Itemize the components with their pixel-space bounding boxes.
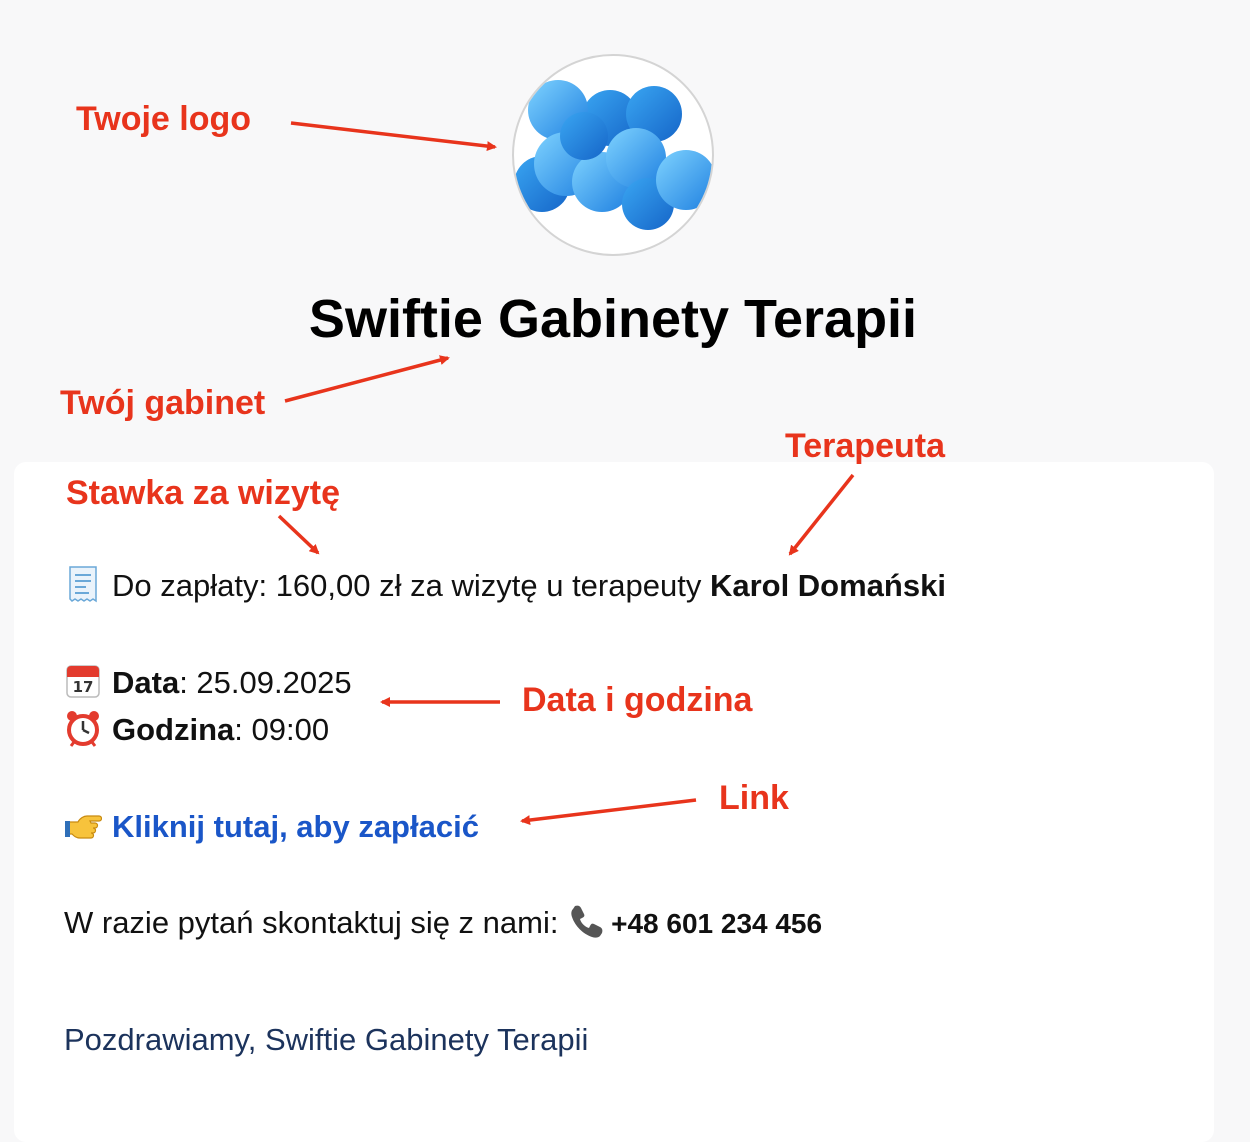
date-value: : 25.09.2025 <box>179 665 352 700</box>
annotation-datetime: Data i godzina <box>522 681 753 719</box>
annotation-rate: Stawka za wizytę <box>66 474 341 512</box>
annotation-therapist: Terapeuta <box>785 427 945 465</box>
contact-text: W razie pytań skontaktuj się z nami: <box>64 905 568 940</box>
time-label: Godzina <box>112 712 235 747</box>
time-line <box>64 709 329 748</box>
alarm-clock-icon <box>64 709 102 747</box>
blue-bubbles-logo-icon <box>514 56 714 256</box>
contact-line <box>64 902 822 941</box>
annotation-logo: Twoje logo <box>76 100 252 138</box>
payment-text: Do zapłaty: 160,00 zł za wizytę u terapeuty <box>112 568 710 603</box>
pay-link-line <box>64 806 479 845</box>
pay-link[interactable]: Kliknij tutaj, aby zapłacić <box>112 809 479 844</box>
pointing-hand-icon <box>64 806 102 844</box>
receipt-icon <box>64 565 102 603</box>
clinic-logo <box>512 54 714 256</box>
phone-number[interactable]: +48 601 234 456 <box>611 908 823 939</box>
date-line <box>64 662 352 701</box>
payment-line <box>64 565 946 604</box>
arrow-clinic <box>285 358 448 401</box>
calendar-icon <box>64 662 102 700</box>
svg-text:17: 17 <box>72 678 94 696</box>
annotation-link: Link <box>719 779 789 817</box>
date-label: Data <box>112 665 180 700</box>
therapist-name: Karol Domański <box>709 568 946 603</box>
signoff: Pozdrawiamy, Swiftie Gabinety Terapii <box>64 1022 589 1057</box>
arrow-logo <box>291 123 495 147</box>
annotation-clinic: Twój gabinet <box>60 384 266 422</box>
phone-icon <box>567 902 605 940</box>
time-value: : 09:00 <box>234 712 330 747</box>
clinic-name-heading: Swiftie Gabinety Terapii <box>308 289 918 349</box>
